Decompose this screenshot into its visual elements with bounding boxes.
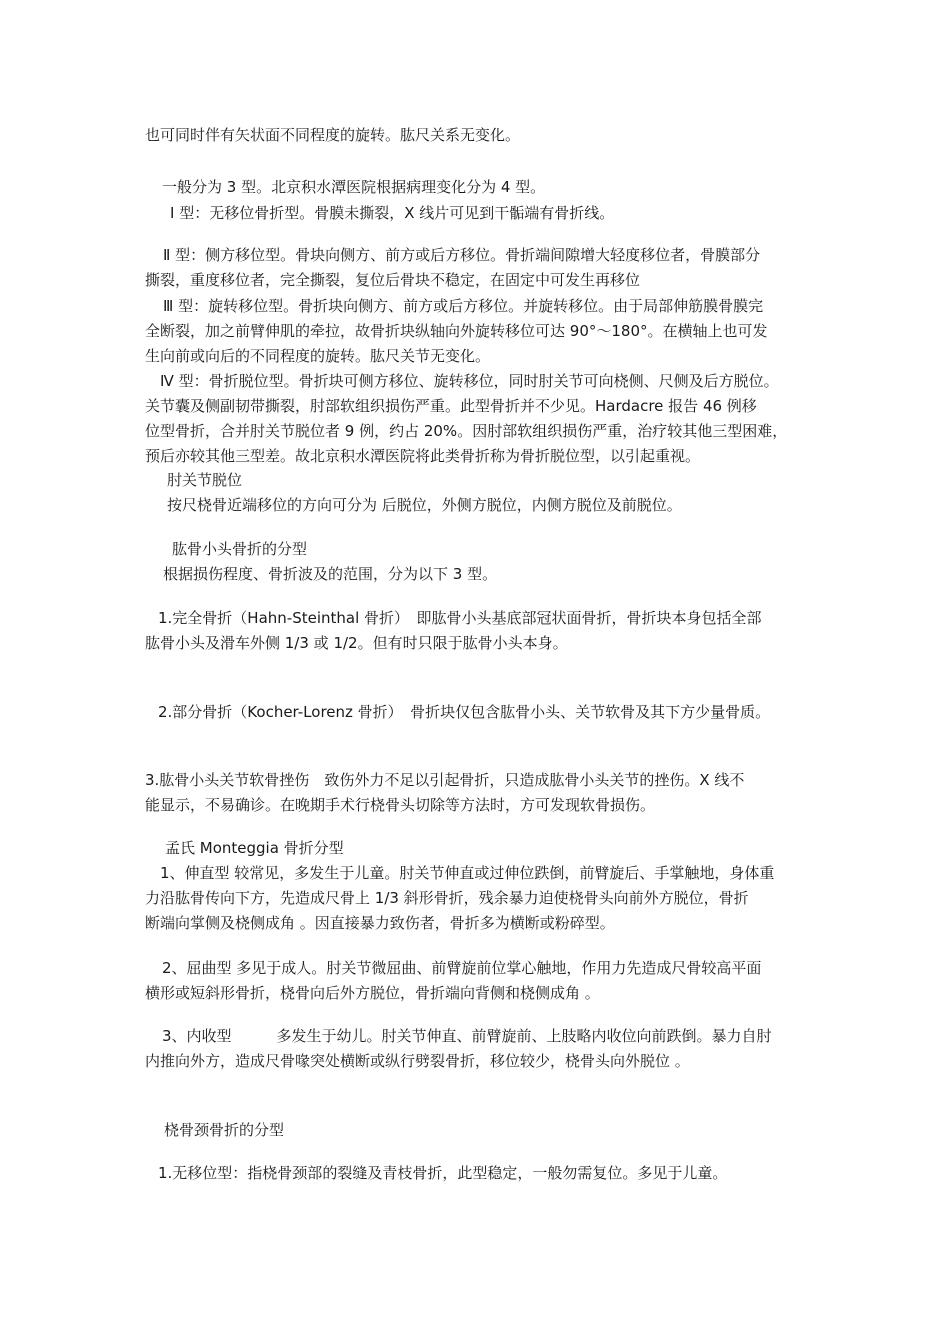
text-line: 也可同时伴有矢状面不同程度的旋转。肱尺关系无变化。 <box>145 126 521 144</box>
text-line: Ⅰ 型：无移位骨折型。骨膜未撕裂，X 线片可见到干骺端有骨折线。 <box>170 204 615 222</box>
text-line: 1、伸直型 较常见，多发生于儿童。肘关节伸直或过伸位跌倒，前臂旋后、手掌触地，身体重 <box>160 864 775 882</box>
text-line: 位型骨折，合并肘关节脱位者 9 例，约占 20%。因肘部软组织损伤严重，治疗较其他三型困难， <box>145 422 788 440</box>
text-line: 断端向掌侧及桡侧成角 。因直接暴力致伤者，骨折多为横断或粉碎型。 <box>145 914 615 932</box>
text-line: 2.部分骨折（Kocher-Lorenz 骨折） 骨折块仅包含肱骨小头、关节软骨及其下方少量骨质。 <box>158 703 771 721</box>
text-line: 一般分为 3 型。北京积水潭医院根据病理变化分为 4 型。 <box>162 178 546 196</box>
text-line: 根据损伤程度、骨折波及的范围，分为以下 3 型。 <box>163 565 498 583</box>
text-line: Ⅱ 型：侧方移位型。骨块向侧方、前方或后方移位。骨折端间隙增大轻度移位者，骨膜部分 <box>163 246 761 264</box>
text-line: 肱骨小头及滑车外侧 1/3 或 1/2。但有时只限于肱骨小头本身。 <box>145 634 568 652</box>
section-heading: 肘关节脱位 <box>167 471 243 489</box>
text-line: 力沿肱骨传向下方，先造成尺骨上 1/3 斜形骨折，残余暴力迫使桡骨头向前外方脱位，骨折 <box>145 889 749 907</box>
text-line: 横形或短斜形骨折，桡骨向后外方脱位，骨折端向背侧和桡侧成角 。 <box>145 984 600 1002</box>
text-line: 撕裂，重度移位者，完全撕裂，复位后骨块不稳定，在固定中可发生再移位 <box>145 271 641 289</box>
text-line: 全断裂，加之前臂伸肌的牵拉，故骨折块纵轴向外旋转移位可达 90°～180°。在横轴上也可发 <box>145 322 768 340</box>
section-heading: 肱骨小头骨折的分型 <box>172 540 308 558</box>
section-heading: 桡骨颈骨折的分型 <box>164 1121 285 1139</box>
text-line: 2、屈曲型 多见于成人。肘关节微屈曲、前臂旋前位掌心触地，作用力先造成尺骨较高平面 <box>162 959 762 977</box>
text-line: 3、内收型 多发生于幼儿。肘关节伸直、前臂旋前、上肢略内收位向前跌倒。暴力自肘 <box>162 1027 772 1045</box>
text-line: 生向前或向后的不同程度的旋转。肱尺关节无变化。 <box>145 347 491 365</box>
text-line: Ⅲ 型：旋转移位型。骨折块向侧方、前方或后方移位。并旋转移位。由于局部伸筋膜骨膜完 <box>163 297 764 315</box>
text-line: 关节囊及侧副韧带撕裂，肘部软组织损伤严重。此型骨折并不少见。Hardacre 报告 46 例移 <box>145 397 757 415</box>
text-line: Ⅳ 型：骨折脱位型。骨折块可侧方移位、旋转移位，同时肘关节可向桡侧、尺侧及后方脱位。 <box>160 372 779 390</box>
section-heading: 孟氏 Monteggia 骨折分型 <box>165 839 344 857</box>
text-line: 内推向外方，造成尺骨喙突处横断或纵行劈裂骨折，移位较少，桡骨头向外脱位 。 <box>145 1052 690 1070</box>
text-line: 能显示，不易确诊。在晚期手术行桡骨头切除等方法时，方可发现软骨损伤。 <box>145 796 656 814</box>
text-line: 按尺桡骨近端移位的方向可分为 后脱位，外侧方脱位，内侧方脱位及前脱位。 <box>167 496 682 514</box>
text-line: 1.完全骨折（Hahn-Steinthal 骨折） 即肱骨小头基底部冠状面骨折，骨折块本身包括全部 <box>158 609 762 627</box>
text-line: 3.肱骨小头关节软骨挫伤 致伤外力不足以引起骨折，只造成肱骨小头关节的挫伤。X 线不 <box>145 771 745 789</box>
text-line: 预后亦较其他三型差。故北京积水潭医院将此类骨折称为骨折脱位型，以引起重视。 <box>145 447 701 465</box>
text-line: 1.无移位型：指桡骨颈部的裂缝及青枝骨折，此型稳定，一般勿需复位。多见于儿童。 <box>158 1164 728 1182</box>
